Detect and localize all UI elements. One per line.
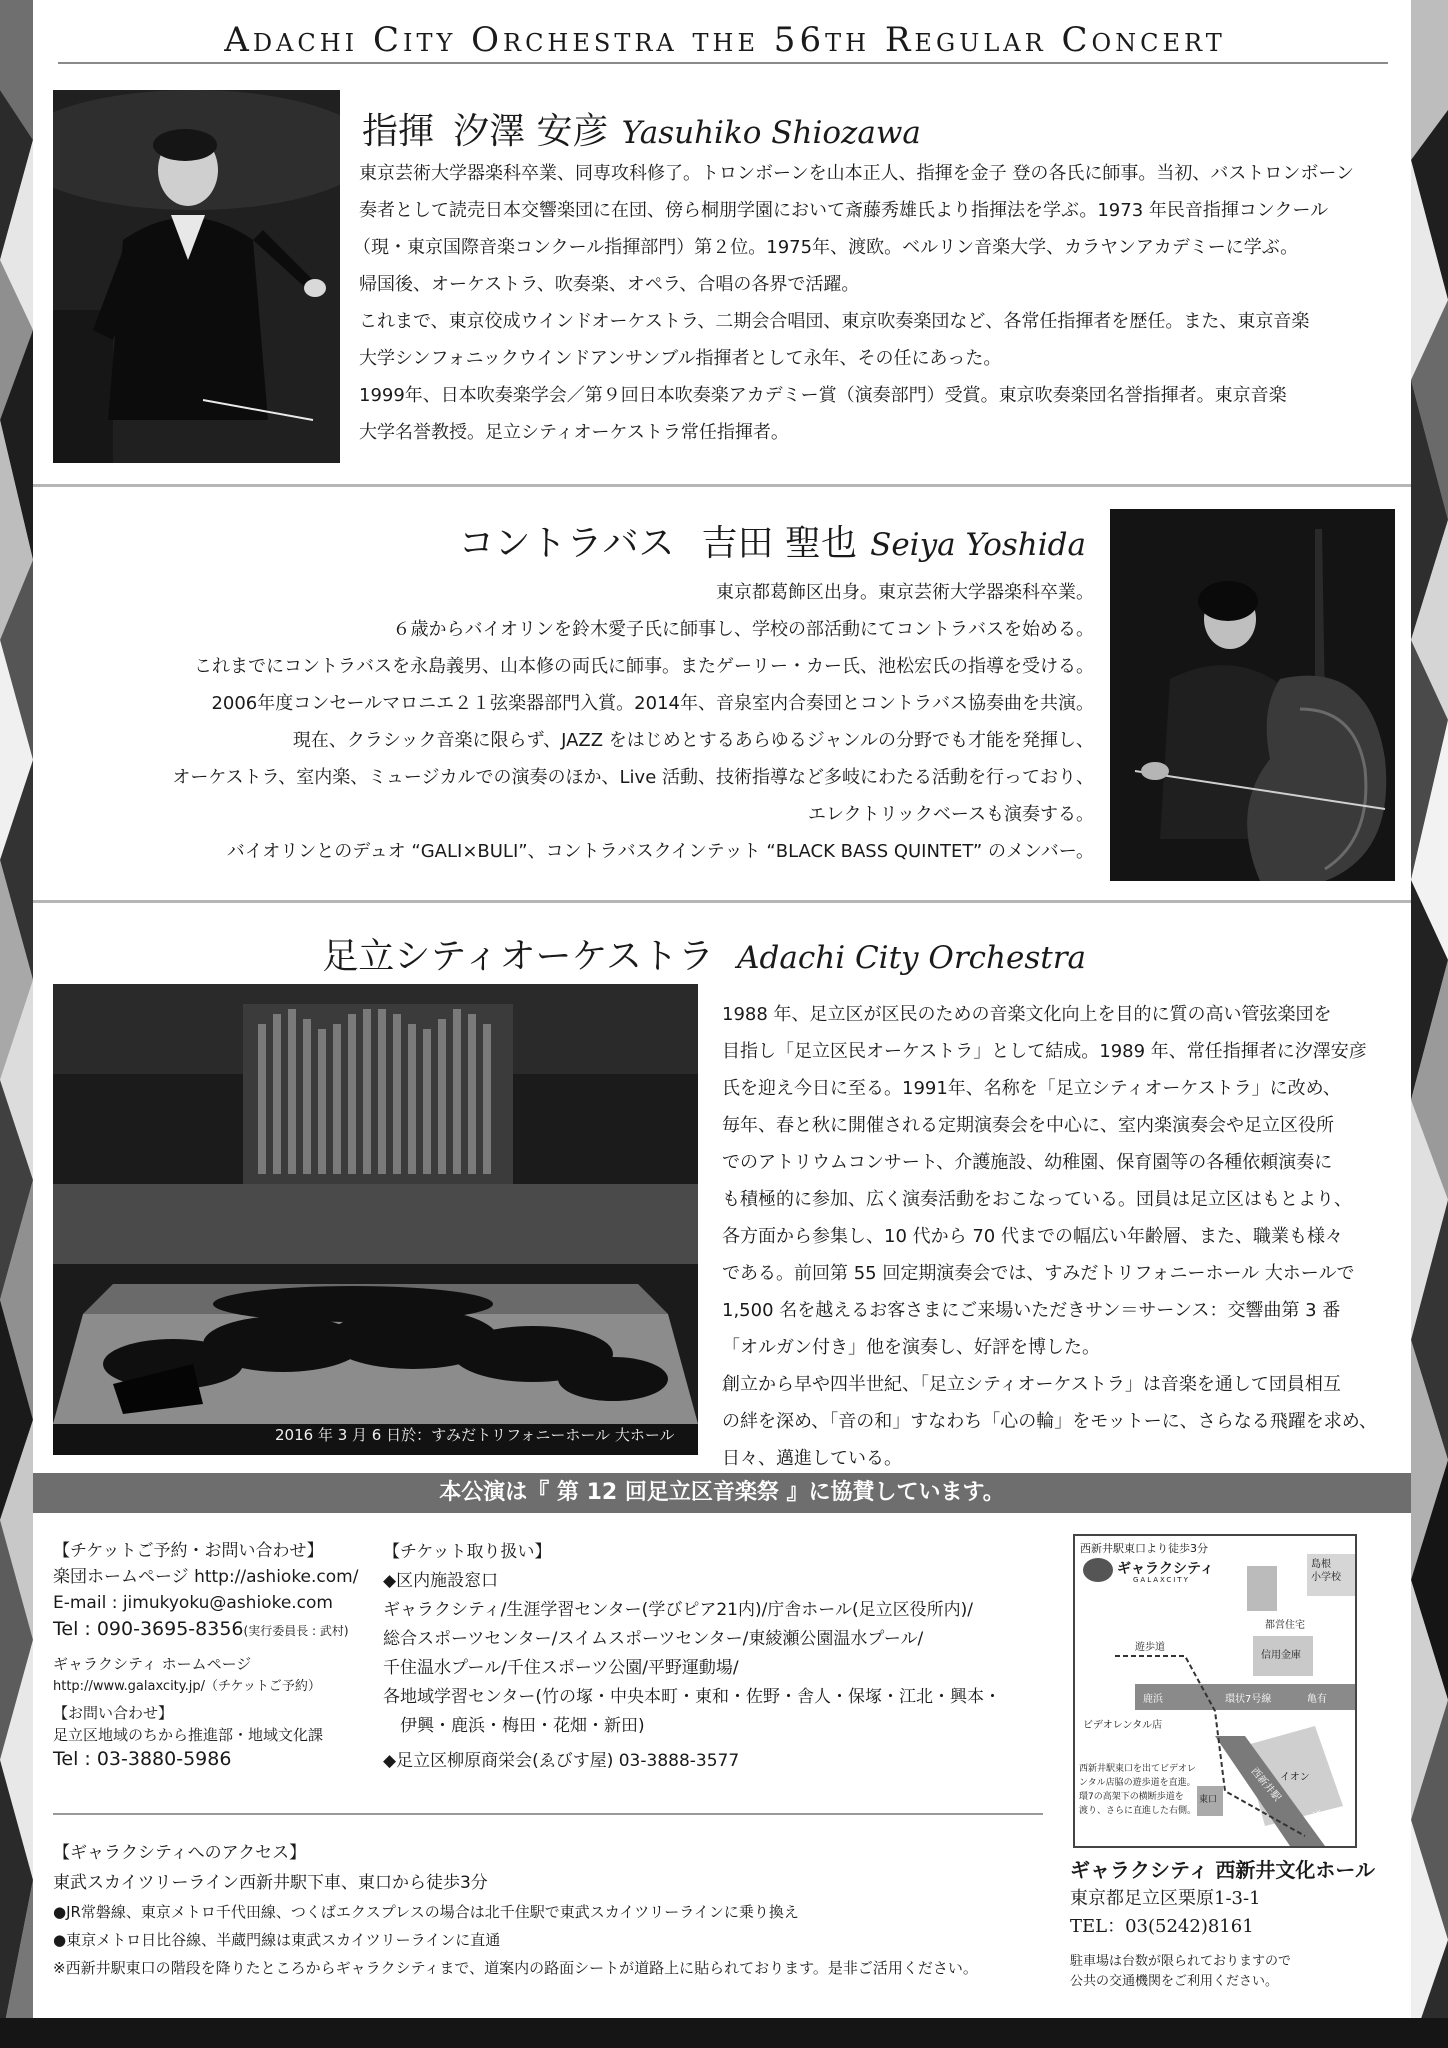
right-geometric-border: [1411, 0, 1448, 2048]
galaxcity-logo-icon: [1083, 1558, 1113, 1582]
conductor-bio-line: 1999年、日本吹奏楽学会／第９回日本吹奏楽アカデミー賞（演奏部門）受賞。東京吹奏楽団名誉指揮者。東京音楽: [359, 385, 1287, 406]
orchestra-bio-line: 目指し「足立区民オーケストラ」として結成。1989 年、常任指揮者に汐澤安彦: [722, 1041, 1367, 1062]
map-station: 西新井駅: [1248, 1765, 1283, 1804]
contrabass-bio-line: バイオリンとのデュオ “GALI×BULI”、コントラバスクインテット “BLACK BASS QUINTET” のメンバー。: [226, 841, 1094, 862]
contrabass-bio-line: エレクトリックベースも演奏する。: [807, 804, 1094, 825]
concert-title: Adachi City Orchestra the 56th Regular Concert: [224, 20, 1226, 60]
map-video: ビデオレンタル店: [1083, 1720, 1163, 1731]
inquiry-org: 足立区地域のちから推進部・地域文化課: [53, 1726, 324, 1744]
orchestra-bio-line: 毎年、春と秋に開催される定期演奏会を中心に、室内楽演奏会や足立区役所: [722, 1115, 1334, 1136]
map-path: 遊歩道: [1135, 1642, 1165, 1653]
venue-tel: TEL：03(5242)8161: [1070, 1916, 1254, 1937]
venue-name: ギャラクシティ 西新井文化ホール: [1070, 1858, 1375, 1882]
contrabass-bio-line: ６歳からバイオリンを鈴木愛子氏に師事し、学校の部活動にてコントラバスを始める。: [392, 619, 1094, 640]
access-note: ●東京メトロ日比谷線、半蔵門線は東武スカイツリーラインに直通: [53, 1931, 501, 1949]
map-aeon: イオン: [1280, 1772, 1310, 1783]
access-note: ※西新井駅東口の階段を降りたところからギャラクシティまで、道案内の路面シートが道路上に貼られております。是非ご活用ください。: [53, 1959, 978, 1977]
venue-address: 東京都足立区栗原1-3-1: [1070, 1888, 1261, 1909]
bottom-bar: [0, 2018, 1448, 2048]
orchestra-bio-line: の絆を深め、「音の和」すなわち「心の輪」をモットーに、さらなる飛躍を求め、: [722, 1411, 1378, 1432]
left-geometric-border: [0, 0, 33, 2048]
contrabass-photo: [1110, 509, 1395, 881]
map-direction-line: ンタル店脇の遊歩道を直進。: [1079, 1778, 1196, 1788]
handling-line: 伊興・鹿浜・梅田・花畑・新田): [383, 1716, 645, 1736]
orchestra-bio-line: 1988 年、足立区が区民のための音楽文化向上を目的に質の高い管弦楽団を: [722, 1004, 1332, 1025]
orchestra-tel: Tel : 090-3695-8356: [53, 1618, 244, 1640]
map-kajima: 鹿浜: [1143, 1694, 1163, 1705]
contrabass-bio-line: 現在、クラシック音楽に限らず、JAZZ をはじめとするあらゆるジャンルの分野でも才能を発揮し、: [292, 730, 1094, 751]
map-galaxcity: ギャラクシティ: [1117, 1561, 1214, 1577]
contrabass-bio-line: 2006年度コンセールマロニエ２１弦楽器部門入賞。2014年、音泉室内合奏団とコントラバス協奏曲を共演。: [211, 693, 1094, 714]
map-school: 島根 小学校: [1311, 1559, 1341, 1583]
access-map: [1073, 1534, 1357, 1848]
map-east-exit: 東口: [1199, 1795, 1218, 1805]
orchestra-bio-line: でのアトリウムコンサート、介護施設、幼稚園、保育園等の各種依頼演奏に: [722, 1152, 1333, 1173]
map-direction-line: 渡り、さらに直進した右側。: [1079, 1806, 1197, 1816]
access-main: 東武スカイツリーライン西新井駅下車、東口から徒歩3分: [53, 1873, 488, 1893]
orchestra-bio-line: 1,500 名を越えるお客さまにご来場いただきサン＝サーンス：交響曲第 3 番: [722, 1300, 1341, 1321]
map-galaxcity-en: GALAXCITY: [1133, 1576, 1190, 1584]
handling-line: 総合スポーツセンター/スイムスポーツセンター/東綾瀬公園温水プール/: [383, 1629, 924, 1649]
conductor-bio-line: 大学名誉教授。足立シティオーケストラ常任指揮者。: [359, 422, 789, 443]
map-bank: 信用金庫: [1261, 1650, 1301, 1661]
access-divider: [53, 1813, 1043, 1815]
access-heading: 【ギャラクシティへのアクセス】: [53, 1843, 307, 1863]
map-direction-line: 西新井駅東口を出てビデオレ: [1079, 1764, 1196, 1774]
map-kameari: 亀有: [1307, 1694, 1327, 1705]
map-walk: 西新井駅東口より徒歩3分: [1080, 1542, 1208, 1555]
conductor-bio-line: 帰国後、オーケストラ、吹奏楽、オペラ、合唱の各界で活躍。: [359, 274, 860, 295]
contrabass-bio-line: これまでにコントラバスを永島義男、山本修の両氏に師事。またゲーリー・カー氏、池松宏氏の指導を受ける。: [194, 656, 1094, 677]
map-route7: 環状7号線: [1225, 1694, 1272, 1705]
handling-heading: 【チケット取り扱い】: [383, 1542, 552, 1562]
orchestra-bio-line: 氏を迎え今日に至る。1991年、名称を「足立シティオーケストラ」に改め、: [722, 1078, 1341, 1099]
conductor-bio-line: （現・東京国際音楽コンクール指揮部門）第２位。1975年、渡欧。ベルリン音楽大学、カラヤンアカデミーに学ぶ。: [353, 237, 1299, 258]
contrabass-name-jp: 吉田 聖也: [701, 523, 857, 564]
handling-line: ギャラクシティ/生涯学習センター(学びピア21内)/庁舎ホール(足立区役所内)/: [383, 1600, 973, 1620]
orchestra-bio-line: 各方面から参集し、10 代から 70 代までの幅広い年齢層、また、職業も様々: [722, 1226, 1343, 1247]
inquiry-heading: 【お問い合わせ】: [53, 1704, 174, 1722]
map-kitasenju: 北千住: [1309, 1807, 1335, 1836]
festival-banner: [33, 1473, 1411, 1513]
conductor-name-en: Yasuhiko Shiozawa: [621, 115, 921, 151]
conductor-bio-line: 東京芸術大学器楽科卒業、同専攻科修了。トロンボーンを山本正人、指揮を金子 登の各氏に師事。当初、バストロンボーン: [359, 163, 1354, 184]
conductor-bio-line: 大学シンフォニックウインドアンサンブル指揮者として永年、その任にあった。: [359, 348, 1002, 369]
contrabass-role: コントラバス: [458, 523, 675, 564]
orchestra-photo-caption: 2016 年 3 月 6 日於：すみだトリフォニーホール 大ホール: [275, 1426, 675, 1444]
section-divider: [33, 484, 1411, 487]
venue-parking-note: 公共の交通機関をご利用ください。: [1070, 1974, 1279, 1989]
map-direction-line: 環7の高架下の横断歩道を: [1079, 1792, 1184, 1802]
galaxcity-homepage-link[interactable]: http://www.galaxcity.jp/（チケットご予約）: [53, 1679, 321, 1694]
inquiry-tel: Tel : 03-3880-5986: [53, 1748, 232, 1770]
orchestra-tel-note: (実行委員長 : 武村): [243, 1624, 349, 1638]
orchestra-email-link[interactable]: E-mail : jimukyoku@ashioke.com: [53, 1593, 333, 1613]
handling-line: 千住温水プール/千住スポーツ公園/平野運動場/: [383, 1658, 739, 1678]
handling-line: ◆区内施設窓口: [383, 1571, 499, 1591]
tickets-heading: 【チケットご予約・お問い合わせ】: [53, 1541, 324, 1561]
access-note: ●JR常磐線、東京メトロ千代田線、つくばエクスプレスの場合は北千住駅で東武スカイツリーラインに乗り換え: [53, 1903, 799, 1921]
contrabass-bio-line: オーケストラ、室内楽、ミュージカルでの演奏のほか、Live 活動、技術指導など多岐にわたる活動を行っており、: [172, 767, 1094, 788]
orchestra-name-jp: 足立シティオーケストラ: [322, 936, 715, 977]
conductor-bio-line: 奏者として読売日本交響楽団に在団、傍ら桐朋学園において斎藤秀雄氏より指揮法を学ぶ。1973 年民音指揮コンクール: [359, 200, 1329, 221]
orchestra-bio-line: である。前回第 55 回定期演奏会では、すみだトリフォニーホール 大ホールで: [722, 1263, 1355, 1284]
contrabass-bio-line: 東京都葛飾区出身。東京芸術大学器楽科卒業。: [716, 582, 1094, 603]
venue-parking-note: 駐車場は台数が限られておりますので: [1070, 1954, 1292, 1969]
orchestra-name-en: Adachi City Orchestra: [737, 940, 1086, 976]
orchestra-homepage-link[interactable]: 楽団ホームページ http://ashioke.com/: [53, 1567, 359, 1587]
festival-banner-text: 本公演は『 第 12 回足立区音楽祭 』に協賛しています。: [439, 1480, 1005, 1505]
map-housing: 都営住宅: [1265, 1620, 1305, 1631]
orchestra-bio-line: 「オルガン付き」他を演奏し、好評を博した。: [722, 1337, 1100, 1358]
title-underline: [58, 62, 1388, 64]
galaxcity-homepage-label: ギャラクシティ ホームページ: [53, 1655, 252, 1673]
orchestra-photo: [53, 984, 698, 1455]
conductor-bio-line: これまで、東京佼成ウインドオーケストラ、二期会合唱団、東京吹奏楽団など、各常任指揮者を歴任。また、東京音楽: [359, 311, 1310, 332]
handling-line: ◆足立区柳原商栄会(ゑびす屋) 03-3888-3577: [383, 1751, 740, 1771]
section-divider: [33, 900, 1411, 903]
contrabass-name-en: Seiya Yoshida: [870, 527, 1086, 563]
orchestra-bio-line: 日々、邁進している。: [722, 1448, 902, 1469]
conductor-name-jp: 汐澤 安彦: [453, 111, 609, 152]
conductor-role: 指揮: [362, 111, 435, 152]
orchestra-bio-line: 創立から早や四半世紀、「足立シティオーケストラ」は音楽を通して団員相互: [722, 1374, 1341, 1395]
handling-line: 各地域学習センター(竹の塚・中央本町・東和・佐野・舎人・保塚・江北・興本・: [383, 1687, 1001, 1707]
orchestra-bio-line: も積極的に参加、広く演奏活動をおこなっている。団員は足立区はもとより、: [722, 1189, 1352, 1210]
conductor-photo: [53, 90, 340, 463]
